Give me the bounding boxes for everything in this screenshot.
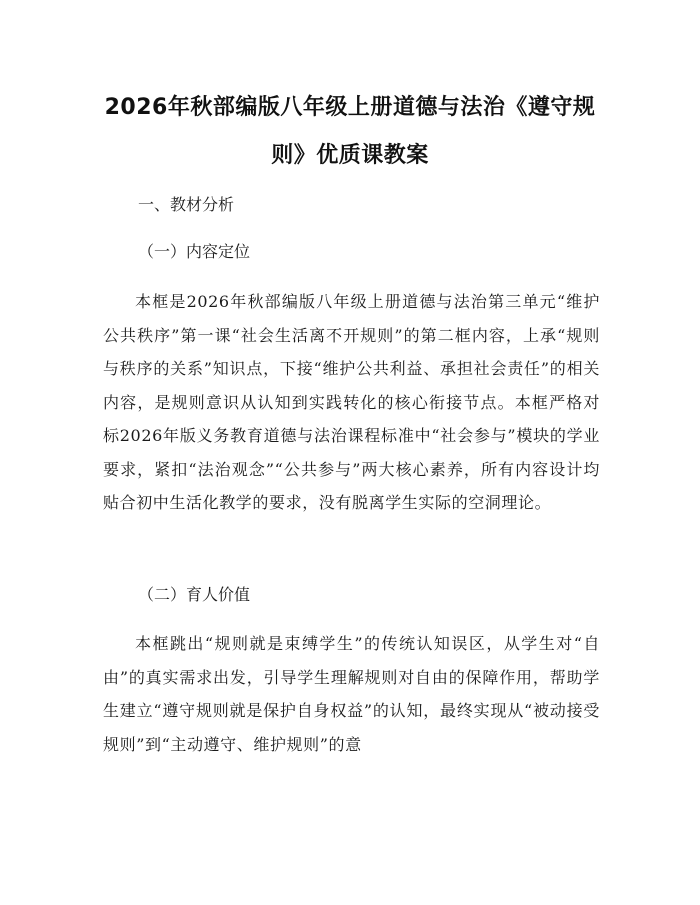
paragraph-educational-value: 本框跳出“规则就是束缚学生”的传统认知误区，从学生对“自由”的真实需求出发，引导学生理解规则对自由的保障作用，帮助学生建立“遵守规则就是保护自身权益”的认知，最终实现从“被动接受规则”到“主动遵守、维护规则”的意 xyxy=(103,634,600,754)
document-title: 2026年秋部编版八年级上册道德与法治《遵守规则》优质课教案 xyxy=(104,95,596,168)
section-heading-textbook-analysis: 一、教材分析 xyxy=(138,195,235,214)
subsection-heading-educational-value: （二）育人价值 xyxy=(138,585,251,604)
paragraph-content-positioning: 本框是2026年秋部编版八年级上册道德与法治第三单元“维护公共秩序”第一课“社会生活离不开规则”的第二框内容，上承“规则与秩序的关系”知识点，下接“维护公共利益、承担社会责任”的相关内容，是规则意识从认知到实践转化的核心衔接节点。本框严格对标2026年版义务教育道德与法治课程标准中“社会参与”模块的学业要求，紧扣“法治观念”“公共参与”两大核心素养，所有内容设计均贴合初中生活化教学的要求，没有脱离学生实际的空洞理论。 xyxy=(103,292,600,512)
subsection-heading-content-positioning: （一）内容定位 xyxy=(138,242,251,261)
